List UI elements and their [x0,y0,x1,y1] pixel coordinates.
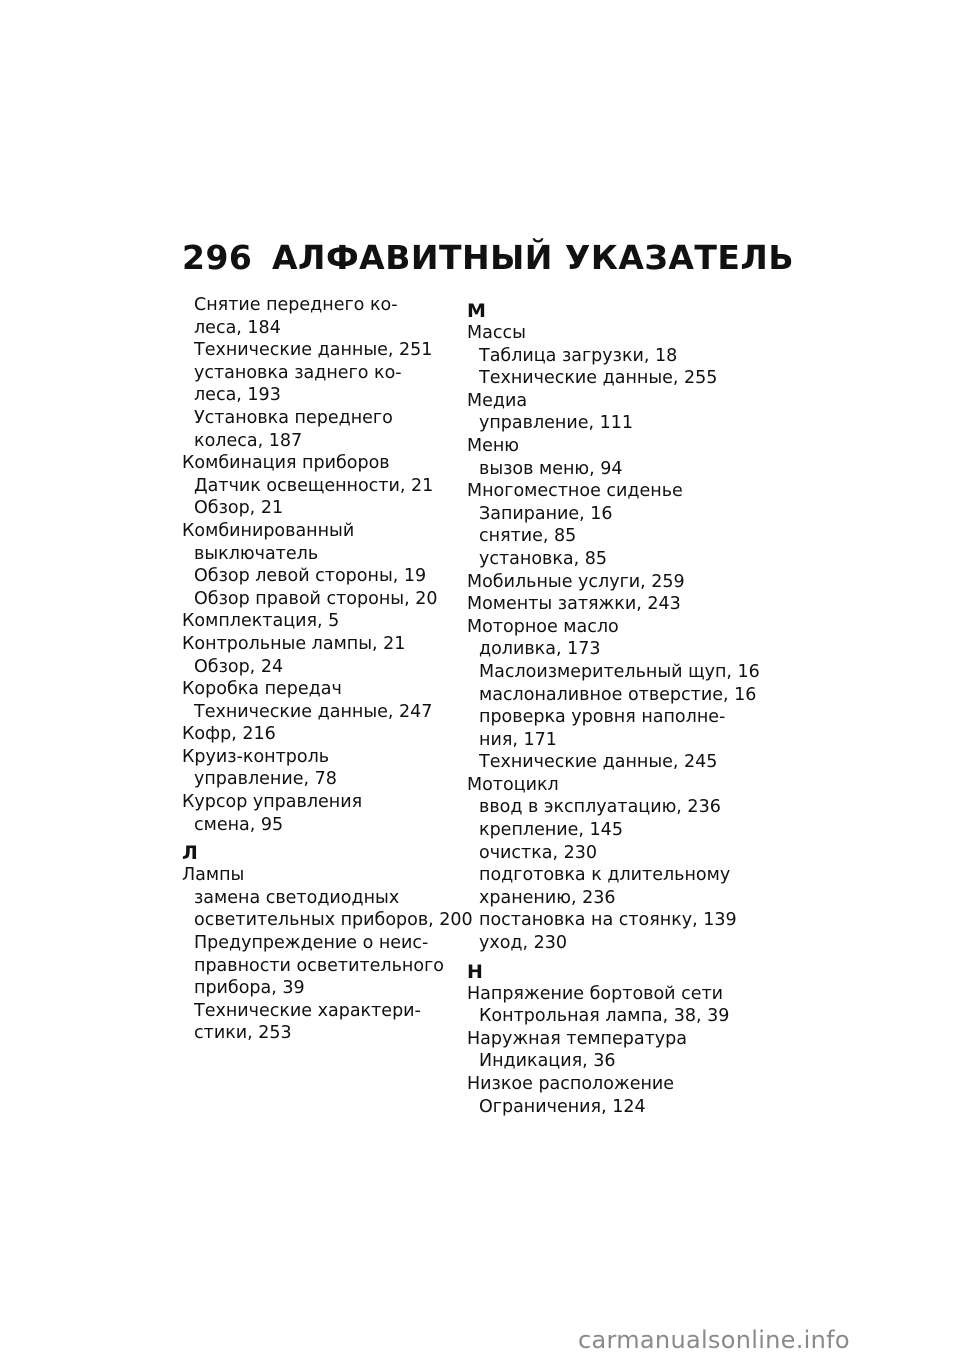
index-entry: Низкое расположение [467,1074,675,1094]
index-entry: Массы [467,323,526,343]
index-entry: Круиз-контроль [182,746,330,767]
index-subentry: смена, 95 [194,814,284,835]
index-entry: Меню [467,435,520,456]
index-subentry: Установка переднего [194,407,393,428]
index-subentry: осветительных приборов, 200 [194,910,473,931]
index-subentry: правности осветительного [194,955,444,976]
index-subentry: прибора, 39 [194,978,305,999]
index-subentry: очистка, 230 [479,842,598,863]
index-subentry: Маслоизмерительный щуп, 16 [479,661,760,682]
index-entry: Курсор управления [182,792,363,813]
index-subentry: Индикация, 36 [479,1051,616,1072]
index-entry: Коробка передач [182,679,342,700]
index-subentry: Технические характери- [194,1000,421,1021]
index-subentry: Ограничения, 124 [479,1096,646,1117]
index-subentry: Обзор левой стороны, 19 [194,566,427,587]
index-subentry: снятие, 85 [479,526,577,547]
index-subentry: ния, 171 [479,729,557,750]
index-subentry: Обзор правой стороны, 20 [194,588,438,609]
index-subentry: стики, 253 [194,1023,292,1044]
index-entry: Контрольные лампы, 21 [182,633,406,654]
index-entry: Комплектация, 5 [182,611,340,632]
index-subentry: управление, 111 [479,413,634,434]
index-entry: Напряжение бортовой сети [467,983,724,1004]
index-subentry: выключатель [194,543,319,564]
index-subentry: Технические данные, 255 [479,368,718,389]
index-subentry: леса, 193 [194,385,281,406]
index-subentry: Обзор, 24 [194,656,284,677]
index-subentry: Запирание, 16 [479,503,613,524]
page-header [182,238,794,277]
index-subentry: подготовка к длительному [479,865,731,886]
index-entry: Мобильные услуги, 259 [467,571,685,592]
index-subentry: установка заднего ко- [194,362,402,383]
index-subentry: установка, 85 [479,548,608,569]
index-entry: Кофр, 216 [182,724,276,745]
index-subentry: проверка уровня наполне- [479,707,726,728]
index-subentry: Снятие переднего ко- [194,295,398,315]
index-entry: Моторное масло [467,616,619,637]
index-entry: Мотоцикл [467,774,559,795]
index-subentry: вызов меню, 94 [479,458,623,479]
index-entry: Комбинированный [182,520,355,541]
section-letter: М [467,300,486,322]
index-entry: Комбинация приборов [182,453,390,474]
index-subentry: хранению, 236 [479,887,616,908]
index-entry: Наружная температура [467,1028,687,1049]
index-subentry: Технические данные, 245 [479,752,718,773]
index-column-left [182,294,473,1045]
index-entry: Лампы [182,865,245,886]
watermark-text: carmanualsonline.info [578,1326,850,1354]
index-subentry: Контрольная лампа, 38, 39 [479,1006,730,1027]
index-subentry: маслоналивное отверстие, 16 [479,684,757,705]
index-entry: Медиа [467,390,528,411]
section-letter: Л [182,842,198,865]
index-subentry: Предупреждение о неис- [194,933,429,954]
index-subentry: колеса, 187 [194,430,303,451]
section-letter: Н [467,960,483,983]
index-subentry: Технические данные, 251 [194,340,433,361]
index-column-right [467,294,760,1118]
index-subentry: Обзор, 21 [194,498,284,519]
index-subentry: Технические данные, 247 [194,701,433,722]
index-subentry: ввод в эксплуатацию, 236 [479,797,721,818]
page-title: АЛФАВИТНЫЙ УКАЗАТЕЛЬ [272,238,794,277]
index-subentry: леса, 184 [194,317,281,338]
index-entry: Моменты затяжки, 243 [467,594,681,615]
index-subentry: крепление, 145 [479,820,623,841]
index-subentry: Таблица загрузки, 18 [479,345,678,366]
index-subentry: постановка на стоянку, 139 [479,910,737,931]
index-subentry: замена светодиодных [194,887,400,908]
index-subentry: уход, 230 [479,933,568,954]
index-subentry: доливка, 173 [479,639,601,660]
index-subentry: управление, 78 [194,769,337,790]
page-number: 296 [182,238,253,277]
index-entry: Многоместное сиденье [467,481,683,502]
index-subentry: Датчик освещенности, 21 [194,475,434,496]
